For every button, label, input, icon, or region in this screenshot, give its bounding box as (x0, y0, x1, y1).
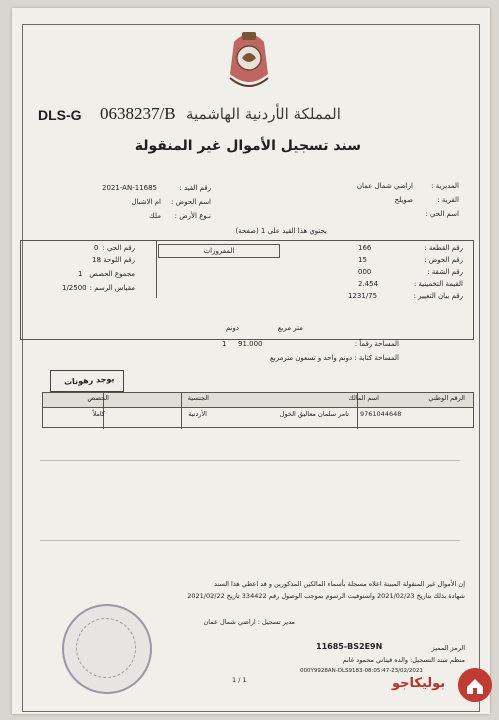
basin-number-value: 15 (358, 256, 367, 264)
contains-pages-line: يحتوي هذا القيد على 1 (صفحة) (235, 227, 327, 235)
header-nationality: الجنسية (187, 394, 209, 402)
area-sqm-value: 91.000 (238, 340, 263, 348)
header-shares: الحصص (87, 394, 109, 402)
plate-number-label: رقم اللوحة : (98, 256, 135, 264)
header-owner-name: اسم المالك (348, 394, 379, 402)
site-watermark-logo: بوليكاجو (392, 676, 446, 691)
village-value: صويلح (394, 196, 413, 204)
kingdom-header: المملكة الأردنية الهاشمية (186, 105, 341, 123)
basin-number-label: رقم الحوض : (424, 256, 463, 264)
change-number-value: 1231/75 (348, 292, 378, 300)
basin-name-label: اسم الحوض : (171, 198, 211, 206)
page-number: 1 / 1 (232, 676, 247, 684)
subdivision-field: المفروزات (158, 244, 280, 258)
village-label: القرية : (437, 196, 459, 204)
mortgage-stamp: يوجد رهونات (63, 374, 115, 387)
barcode-value: 11685-BS2E9N (316, 642, 383, 651)
certification-line-2: شهادة بذلك بتاريخ 2021/02/23 واستوفيت الرسوم بموجب الوصول رقم 334422 تاريخ 2021/02/22 (187, 592, 465, 600)
barcode-label: الرمز المميز (431, 644, 465, 652)
deed-number-value: 2021-AN-11685 (102, 184, 158, 192)
neighborhood-label: اسم الحي : (425, 210, 459, 218)
area-numeric-label: المساحة رقماً : (354, 340, 399, 348)
scale-value: 1/2500 (62, 284, 87, 292)
document-title: سند تسجيل الأموال غير المنقولة (134, 138, 361, 154)
owner-name: تامر سلمان معاليق الخول (279, 410, 349, 418)
owner-national-id: 9761044648 (360, 410, 402, 418)
plate-number-value: 18 (92, 256, 101, 264)
apartment-number-value: 000 (358, 268, 372, 276)
shares-total-label: مجموع الحصص (89, 270, 135, 278)
deed-number-label: رقم القيد : (179, 184, 211, 192)
neighborhood-number-value: 0 (94, 244, 99, 252)
shares-total-value: 1 (78, 270, 83, 278)
land-type-label: نـوع الأرض : (174, 212, 211, 220)
owner-shares: كاملاً (92, 410, 105, 418)
official-seal-inner (76, 618, 136, 678)
jordan-crest-icon (222, 28, 276, 94)
area-sqm-header: متر مربع (277, 324, 303, 332)
certification-line-1: إن الأموال غير المنقولة المبينة اعلاه مسجلة بأسماء المالكين المذكورين و قد اعطي هذا السند (214, 580, 465, 588)
area-dunum-value: 1 (222, 340, 227, 348)
parcel-divider (156, 240, 157, 298)
apartment-number-label: رقم الشقة : (427, 268, 463, 276)
land-type-value: ملك (149, 212, 161, 220)
deed-serial-number: 0638237/B (100, 104, 176, 123)
faint-line (40, 460, 460, 461)
parcel-number-value: 166 (358, 244, 372, 252)
basin-name-value: ام الاشبال (131, 198, 161, 206)
neighborhood-number-label: رقم الحي : (102, 244, 135, 252)
form-code: DLS-G (38, 107, 82, 123)
change-number-label: رقم بيان التغيير : (413, 292, 463, 300)
registration-director: مدير تسجيل : اراضي شمال عمان (203, 618, 295, 626)
assessed-value-label: القيمة التخمينية : (413, 280, 463, 288)
house-logo-icon (458, 668, 492, 702)
area-dunum-header: دونم (225, 324, 239, 332)
directorate-value: اراضي شمال عمان (356, 182, 413, 190)
header-national-id: الرقم الوطني (428, 394, 465, 402)
owner-nationality: الأردنية (188, 410, 207, 418)
assessed-value-value: 2.454 (358, 280, 379, 288)
scale-label: مقياس الرسم : (89, 284, 135, 292)
prepared-by: منظم سند التسجيل: والده قيناني محمود غانم (342, 656, 465, 664)
faint-line (40, 540, 460, 541)
parcel-number-label: رقم القطعة : (424, 244, 463, 252)
document-code-line: 000Y9928AN-DLS9183-08:05:47-23/02/2021 (300, 668, 423, 674)
area-text: المساحة كتابة : دونم واحد و تسعون مترمربع (270, 354, 399, 362)
owners-col-divider (181, 393, 182, 429)
directorate-label: المديرية : (431, 182, 459, 190)
